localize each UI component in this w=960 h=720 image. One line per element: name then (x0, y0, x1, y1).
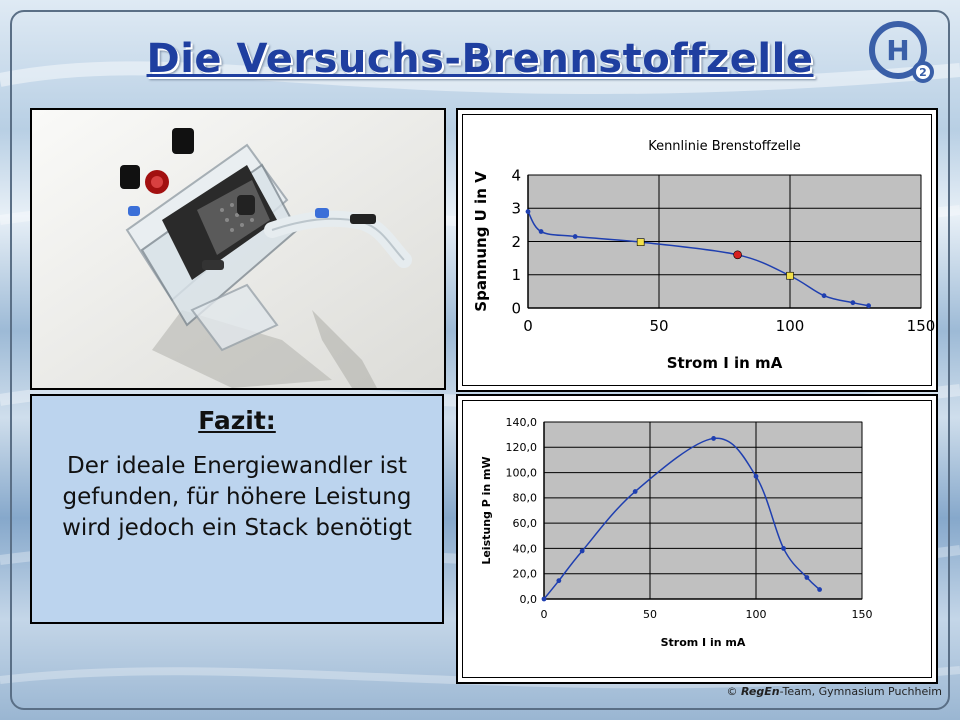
highlight-point (637, 239, 644, 246)
y-tick-label: 3 (511, 199, 521, 218)
data-point (866, 303, 871, 308)
power-chart-svg (458, 396, 936, 682)
data-point (781, 546, 786, 551)
logo-letter: H (886, 34, 910, 67)
logo-subscript: 2 (919, 66, 927, 79)
y-tick-label: 100,0 (505, 466, 537, 480)
plot-area (544, 422, 862, 599)
data-point (573, 234, 578, 239)
footer-credit (726, 685, 942, 698)
x-tick-label: 150 (851, 608, 873, 621)
fazit-box (30, 394, 444, 624)
x-tick-label: 0 (523, 317, 533, 335)
y-axis-label: Spannung U in V (472, 171, 490, 312)
y-axis-label: Leistung P in mW (480, 456, 493, 565)
data-point (822, 293, 827, 298)
team-rest: -Team, Gymnasium Puchheim (779, 685, 942, 698)
copyright-symbol: © (726, 685, 738, 698)
voltage-chart-svg (458, 110, 936, 390)
regen-h2-logo-icon (868, 16, 938, 86)
y-tick-label: 40,0 (512, 542, 537, 556)
y-tick-label: 60,0 (512, 516, 537, 530)
data-point (580, 549, 585, 554)
fazit-text: Der ideale Energiewandler ist gefunden, für höhere Leistung wird jedoch ein Stack benötigt (62, 453, 412, 541)
voltage-chart (456, 108, 938, 392)
fazit-heading: Fazit: (198, 406, 276, 435)
data-point (542, 597, 547, 602)
y-tick-label: 2 (511, 232, 521, 251)
x-tick-label: 150 (906, 317, 936, 335)
data-point (539, 229, 544, 234)
x-tick-label: 100 (775, 317, 805, 335)
x-axis-label: Strom I in mA (666, 354, 783, 372)
y-tick-label: 1 (511, 266, 521, 284)
data-point (556, 578, 561, 583)
x-tick-label: 0 (540, 608, 548, 621)
slide-title: Die Versuchs-Brennstoffzelle (146, 36, 814, 82)
y-tick-label: 0 (511, 299, 521, 318)
x-tick-label: 50 (649, 317, 669, 335)
y-tick-label: 140,0 (505, 415, 537, 429)
y-tick-label: 0,0 (519, 592, 537, 606)
highlight-point (734, 251, 742, 259)
data-point (711, 436, 716, 441)
data-point (804, 575, 809, 580)
y-tick-label: 20,0 (512, 567, 537, 581)
y-tick-label: 80,0 (512, 491, 537, 505)
power-chart (456, 394, 938, 684)
y-tick-label: 120,0 (505, 441, 537, 455)
chart-title: Kennlinie Brenstoffzelle (648, 139, 801, 154)
x-tick-label: 100 (745, 608, 767, 621)
highlight-point (787, 272, 794, 279)
y-tick-label: 4 (511, 166, 521, 185)
fuel-cell-photo (30, 108, 446, 390)
data-point (633, 489, 638, 494)
x-axis-label: Strom I in mA (660, 636, 746, 649)
team-brand: RegEn (740, 685, 780, 698)
data-point (817, 587, 822, 592)
data-point (850, 300, 855, 305)
data-point (754, 474, 759, 479)
x-tick-label: 50 (643, 608, 657, 621)
data-point (526, 209, 531, 214)
